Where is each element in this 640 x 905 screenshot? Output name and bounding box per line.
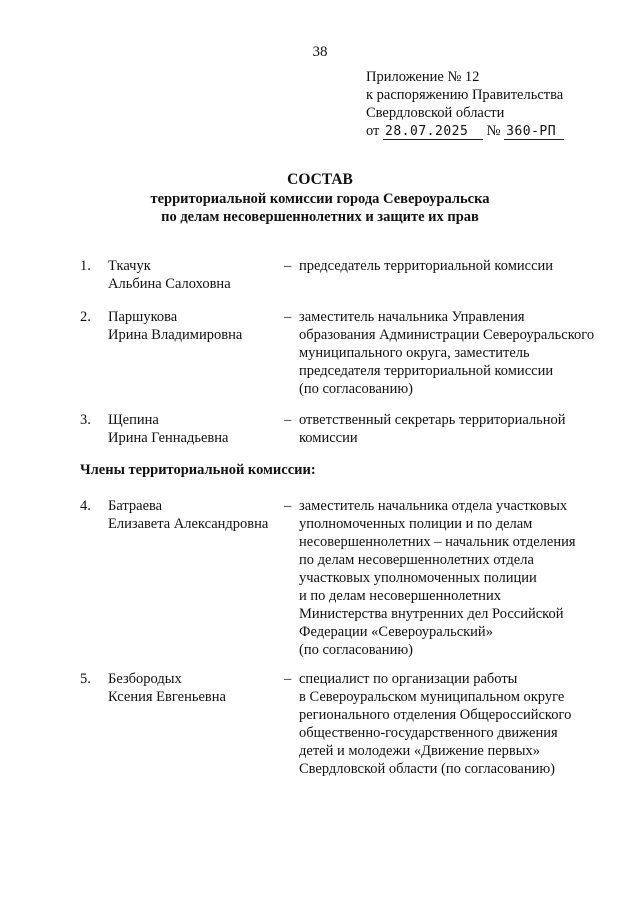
- given-names: Альбина Салоховна: [108, 276, 231, 292]
- person-role: [299, 670, 599, 778]
- role-line: несовершеннолетних – начальник отделения: [299, 534, 576, 550]
- role-line: Федерации «Североуральский»: [299, 624, 493, 640]
- heading-subtitle-1: территориальной комиссии города Североуральска: [150, 191, 490, 207]
- given-names: Ирина Геннадьевна: [108, 430, 229, 446]
- role-line: председатель территориальной комиссии: [299, 258, 554, 274]
- person-role: [299, 411, 599, 447]
- order-number: 360-РП: [504, 124, 564, 140]
- role-line: председателя территориальной комиссии: [299, 363, 554, 379]
- surname: Батраева: [108, 498, 163, 514]
- person-name: [108, 670, 288, 706]
- document-heading: [0, 170, 640, 226]
- role-line: детей и молодежи «Движение первых»: [299, 743, 540, 759]
- heading-subtitle-2: по делам несовершеннолетних и защите их прав: [161, 209, 479, 225]
- role-line: Министерства внутренних дел Российской: [299, 606, 564, 622]
- role-line: специалист по организации работы: [299, 671, 518, 687]
- number-label: №: [486, 123, 501, 139]
- role-line: (по согласованию): [299, 642, 413, 658]
- item-number: 2.: [80, 309, 91, 325]
- person-role: [299, 497, 599, 659]
- role-line: ответственный секретарь территориальной: [299, 412, 566, 428]
- role-line: общественно-государственного движения: [299, 725, 558, 741]
- person-name: [108, 308, 288, 344]
- dash-separator: –: [284, 258, 292, 274]
- role-line: в Североуральском муниципальном округе: [299, 689, 565, 705]
- page-number: 38: [312, 44, 328, 60]
- role-line: участковых уполномоченных полиции: [299, 570, 537, 586]
- role-line: комиссии: [299, 430, 358, 446]
- given-names: Ирина Владимировна: [108, 327, 243, 343]
- item-number: 4.: [80, 498, 91, 514]
- appendix-line-3: Свердловской области: [366, 105, 505, 121]
- role-line: муниципального округа, заместитель: [299, 345, 530, 361]
- given-names: Ксения Евгеньевна: [108, 689, 226, 705]
- surname: Паршукова: [108, 309, 178, 325]
- given-names: Елизавета Александровна: [108, 516, 269, 532]
- item-number: 3.: [80, 412, 91, 428]
- appendix-block: [366, 68, 564, 140]
- dash-separator: –: [284, 412, 292, 428]
- surname: Безбородых: [108, 671, 182, 687]
- appendix-line-2: к распоряжению Правительства: [366, 87, 564, 103]
- dash-separator: –: [284, 671, 292, 687]
- person-name: [108, 497, 288, 533]
- item-number: 1.: [80, 258, 91, 274]
- role-line: заместитель начальника Управления: [299, 309, 525, 325]
- role-line: (по согласованию): [299, 381, 413, 397]
- members-heading: Члены территориальной комиссии:: [80, 462, 316, 478]
- appendix-date-line: [366, 122, 564, 140]
- item-number: 5.: [80, 671, 91, 687]
- surname: Ткачук: [108, 258, 151, 274]
- role-line: и по делам несовершеннолетних: [299, 588, 501, 604]
- surname: Щепина: [108, 412, 159, 428]
- person-role: [299, 257, 599, 275]
- role-line: образования Администрации Североуральского: [299, 327, 595, 343]
- role-line: Свердловской области (по согласованию): [299, 761, 556, 777]
- order-date: 28.07.2025: [383, 124, 483, 140]
- dash-separator: –: [284, 498, 292, 514]
- role-line: уполномоченных полиции и по делам: [299, 516, 533, 532]
- dash-separator: –: [284, 309, 292, 325]
- heading-title: СОСТАВ: [287, 171, 353, 188]
- role-line: регионального отделения Общероссийского: [299, 707, 572, 723]
- person-name: [108, 257, 288, 293]
- person-role: [299, 308, 599, 398]
- person-name: [108, 411, 288, 447]
- from-label: от: [366, 123, 380, 139]
- appendix-line-1: Приложение № 12: [366, 69, 480, 85]
- role-line: заместитель начальника отдела участковых: [299, 498, 568, 514]
- role-line: по делам несовершеннолетних отдела: [299, 552, 534, 568]
